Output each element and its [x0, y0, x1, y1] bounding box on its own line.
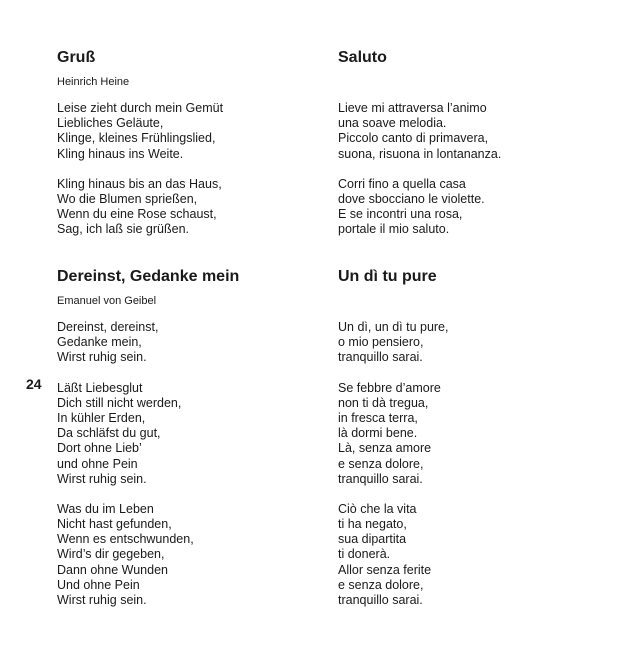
verse-line: Wenn du eine Rose schaust, [57, 207, 217, 222]
verse-line: Un dì, un dì tu pure, [338, 320, 449, 334]
verse-line: là dormi bene. [338, 426, 418, 441]
italian-poem-1 [338, 48, 618, 238]
poem-stanza [57, 502, 317, 608]
verse-line: Ciò che la vita [338, 501, 417, 516]
verse-line: Läßt Liebesglut [57, 380, 143, 395]
verse-line: Gedanke mein, [57, 335, 142, 350]
verse-line: Allor senza ferite [338, 562, 432, 577]
verse-line: Wenn es entschwunden, [57, 532, 194, 547]
italian-poem-2 [338, 267, 618, 608]
poem-stanza [338, 381, 618, 487]
verse-line: Dann ohne Wunden [57, 562, 168, 577]
verse-line: Lieve mi attraversa l’animo [338, 101, 487, 115]
verse-line: Wirst ruhig sein. [57, 471, 147, 486]
verse-line: in fresca terra, [338, 410, 418, 425]
verse-line: dove sbocciano le violette. [338, 191, 485, 206]
verse-line: Klinge, kleines Frühlingslied, [57, 131, 216, 146]
verse-line: Dort ohne Lieb’ [57, 441, 142, 456]
verse-line: Leise zieht durch mein Gemüt [57, 101, 224, 115]
verse-line: E se incontri una rosa, [338, 207, 463, 222]
verse-line: Kling hinaus bis an das Haus, [57, 176, 222, 191]
verse-line: non ti dà tregua, [338, 395, 429, 410]
poem-title: Dereinst, Gedanke mein [57, 268, 240, 285]
verse-line: tranquillo sarai. [338, 350, 423, 365]
verse-line: Kling hinaus ins Weite. [57, 146, 184, 161]
verse-line: Nicht hast gefunden, [57, 517, 172, 532]
poem-title: Gruß [57, 49, 96, 66]
poem-stanza [57, 320, 317, 366]
verse-line: una soave melodia. [338, 116, 447, 131]
verse-line: Piccolo canto di primavera, [338, 131, 489, 146]
verse-line: Là, senza amore [338, 441, 432, 456]
verse-line: Da schläfst du gut, [57, 426, 161, 441]
verse-line: tranquillo sarai. [338, 593, 423, 607]
poem-stanza [338, 502, 618, 608]
verse-line: sua dipartita [338, 532, 407, 547]
page-number: 24 [26, 376, 42, 392]
verse-line: Se febbre d’amore [338, 380, 441, 395]
verse-line: e senza dolore, [338, 577, 424, 592]
verse-line: Wirst ruhig sein. [57, 350, 147, 365]
verse-line: Wirst ruhig sein. [57, 593, 147, 607]
verse-line: Sag, ich laß sie grüßen. [57, 222, 190, 237]
poem-author: Emanuel von Geibel [57, 295, 157, 307]
poem-stanza [57, 101, 317, 162]
verse-line: tranquillo sarai. [338, 471, 423, 486]
verse-line: Und ohne Pein [57, 577, 140, 592]
verse-line: portale il mio saluto. [338, 222, 450, 237]
poem-title: Un dì tu pure [338, 268, 437, 285]
german-poem-2 [57, 267, 317, 608]
poem-stanza [338, 320, 618, 366]
verse-line: und ohne Pein [57, 456, 138, 471]
verse-line: Wird’s dir gegeben, [57, 547, 165, 562]
german-poem-1 [57, 48, 317, 238]
verse-line: Dereinst, dereinst, [57, 320, 159, 334]
verse-line: Wo die Blumen sprießen, [57, 191, 198, 206]
poem-stanza [338, 101, 618, 162]
verse-line: Corri fino a quella casa [338, 176, 466, 191]
poem-title: Saluto [338, 49, 387, 66]
verse-line: suona, risuona in lontananza. [338, 146, 502, 161]
verse-line: e senza dolore, [338, 456, 424, 471]
verse-line: Liebliches Geläute, [57, 116, 164, 131]
verse-line: Dich still nicht werden, [57, 395, 182, 410]
poem-stanza [338, 177, 618, 238]
verse-line: ti donerà. [338, 547, 391, 562]
verse-line: ti ha negato, [338, 517, 407, 532]
verse-line: o mio pensiero, [338, 335, 424, 350]
poem-author: Heinrich Heine [57, 76, 130, 88]
verse-line: In kühler Erden, [57, 410, 146, 425]
poem-stanza [57, 381, 317, 487]
poem-stanza [57, 177, 317, 238]
verse-line: Was du im Leben [57, 501, 154, 516]
